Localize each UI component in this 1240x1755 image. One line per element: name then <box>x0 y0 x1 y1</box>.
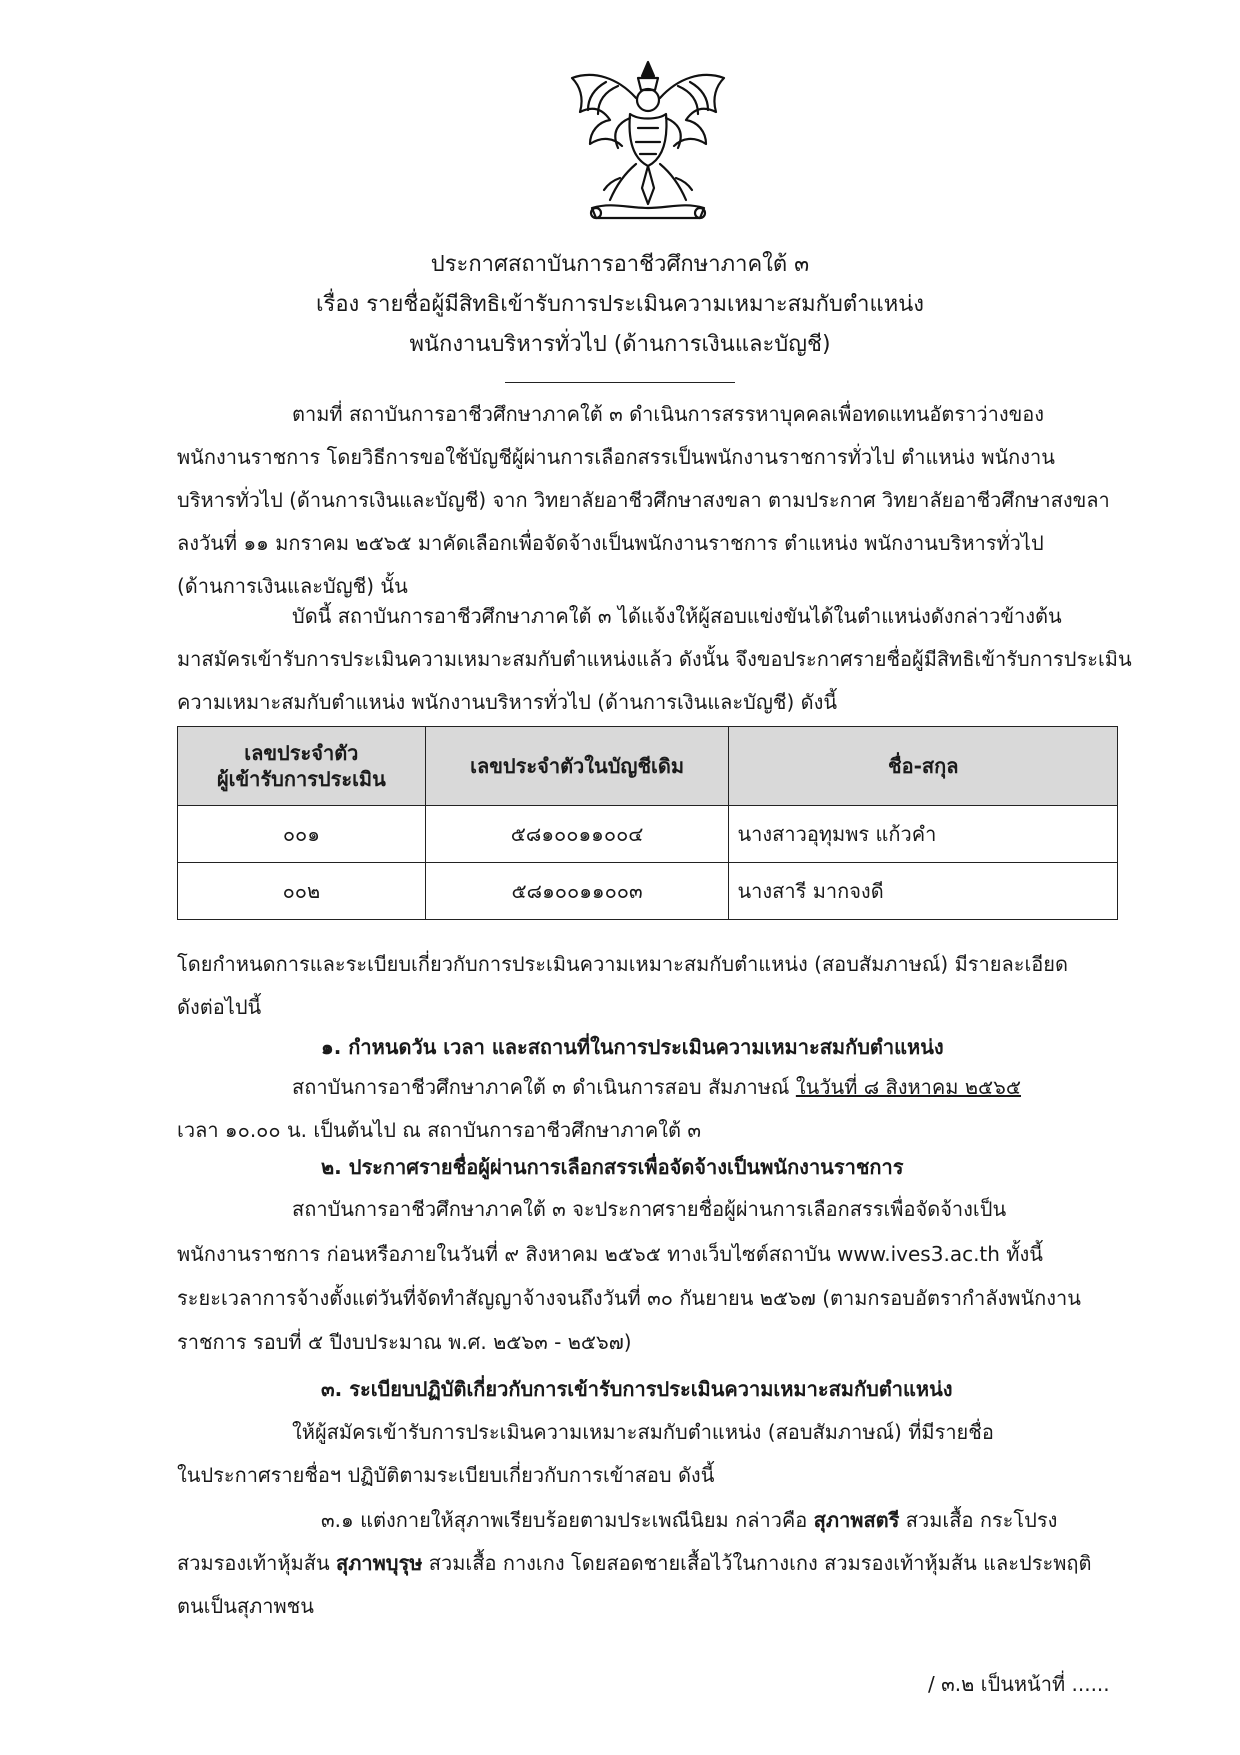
item-3-1-line: ตนเป็นสุภาพชน <box>177 1594 314 1618</box>
section1-line: สถาบันการอาชีวศึกษาภาคใต้ ๓ ดำเนินการสอบ สัมภาษณ์ ในวันที่ ๘ สิงหาคม ๒๕๖๕ <box>292 1075 1021 1099</box>
section1-heading: ๑. กำหนดวัน เวลา และสถานที่ในการประเมินความเหมาะสมกับตำแหน่ง <box>321 1035 944 1059</box>
table-row <box>178 863 1118 920</box>
section2-line: สถาบันการอาชีวศึกษาภาคใต้ ๓ จะประกาศรายชื่อผู้ผ่านการเลือกสรรเพื่อจัดจ้างเป็น <box>292 1197 1007 1221</box>
para1-line: ตามที่ สถาบันการอาชีวศึกษาภาคใต้ ๓ ดำเนินการสรรหาบุคคลเพื่อทดแทนอัตราว่างของ <box>292 402 1045 426</box>
header-original-id: เลขประจำตัวในบัญชีเดิม <box>425 727 729 806</box>
table-row <box>178 806 1118 863</box>
continuation-note: / ๓.๒ เป็นหน้าที่ ...... <box>928 1672 1110 1696</box>
cell-original-id: ๕๘๑๐๐๑๑๐๐๔ <box>425 806 729 863</box>
para1-line: บริหารทั่วไป (ด้านการเงินและบัญชี) จาก วิทยาลัยอาชีวศึกษาสงขลา ตามประกาศ วิทยาลัยอาชีวศึกษาสงขลา <box>177 488 1110 512</box>
cell-full-name: นางสารี มากจงดี <box>729 863 1118 920</box>
para2-line: บัดนี้ สถาบันการอาชีวศึกษาภาคใต้ ๓ ได้แจ้งให้ผู้สอบแข่งขันได้ในตำแหน่งดังกล่าวข้างต้น <box>292 604 1062 628</box>
section3-heading: ๓. ระเบียบปฏิบัติเกี่ยวกับการเข้ารับการประเมินความเหมาะสมกับตำแหน่ง <box>321 1377 953 1401</box>
item-3-1-line: ๓.๑ แต่งกายให้สุภาพเรียบร้อยตามประเพณีนิยม กล่าวคือ สุภาพสตรี สวมเสื้อ กระโปรง <box>321 1508 1058 1532</box>
para1-line: ลงวันที่ ๑๑ มกราคม ๒๕๖๕ มาคัดเลือกเพื่อจัดจ้างเป็นพนักงานราชการ ตำแหน่ง พนักงานบริหารทั่วไป <box>177 531 1044 555</box>
section2-line: ราชการ รอบที่ ๕ ปีงบประมาณ พ.ศ. ๒๕๖๓ - ๒๕๖๗) <box>177 1330 632 1354</box>
cell-applicant-id: ๐๐๑ <box>178 806 426 863</box>
section3-line: ให้ผู้สมัครเข้ารับการประเมินความเหมาะสมกับตำแหน่ง (สอบสัมภาษณ์) ที่มีรายชื่อ <box>292 1420 994 1444</box>
cell-applicant-id: ๐๐๒ <box>178 863 426 920</box>
section1-line: เวลา ๑๐.๐๐ น. เป็นต้นไป ณ สถาบันการอาชีวศึกษาภาคใต้ ๓ <box>177 1118 702 1142</box>
announcement-subject: เรื่อง รายชื่อผู้มีสิทธิเข้ารับการประเมินความเหมาะสมกับตำแหน่ง <box>315 292 925 317</box>
section2-line: ระยะเวลาการจ้างตั้งแต่วันที่จัดทำสัญญาจ้างจนถึงวันที่ ๓๐ กันยายน ๒๕๖๗ (ตามกรอบอัตรากำลังพนักงาน <box>177 1286 1081 1310</box>
section2-line: พนักงานราชการ ก่อนหรือภายในวันที่ ๙ สิงหาคม ๒๕๖๕ ทางเว็บไซต์สถาบัน www.ives3.ac.th ทั้งนี้ <box>177 1242 1043 1266</box>
cell-full-name: นางสาวอุทุมพร แก้วคำ <box>729 806 1118 863</box>
announcement-title: ประกาศสถาบันการอาชีวศึกษาภาคใต้ ๓ <box>430 252 810 277</box>
para1-line: พนักงานราชการ โดยวิธีการขอใช้บัญชีผู้ผ่านการเลือกสรรเป็นพนักงานราชการทั่วไป ตำแหน่ง พนักงาน <box>177 445 1055 469</box>
para2-line: ความเหมาะสมกับตำแหน่ง พนักงานบริหารทั่วไป (ด้านการเงินและบัญชี) ดังนี้ <box>177 690 838 714</box>
para3-line: โดยกำหนดการและระเบียบเกี่ยวกับการประเมินความเหมาะสมกับตำแหน่ง (สอบสัมภาษณ์) มีรายละเอียด <box>177 952 1069 976</box>
para2-line: มาสมัครเข้ารับการประเมินความเหมาะสมกับตำแหน่งแล้ว ดังนั้น จึงขอประกาศรายชื่อผู้มีสิทธิเข้ารับการประเมิน <box>177 647 1132 671</box>
item-3-1-line: สวมรองเท้าหุ้มส้น สุภาพบุรุษ สวมเสื้อ กางเกง โดยสอดชายเสื้อไว้ในกางเกง สวมรองเท้าหุ้มส้น และประพฤติ <box>177 1551 1092 1575</box>
announcement-position: พนักงานบริหารทั่วไป (ด้านการเงินและบัญชี) <box>409 332 831 357</box>
header-full-name: ชื่อ-สกุล <box>729 727 1118 806</box>
section2-heading: ๒. ประกาศรายชื่อผู้ผ่านการเลือกสรรเพื่อจัดจ้างเป็นพนักงานราชการ <box>321 1155 904 1179</box>
para3-line: ดังต่อไปนี้ <box>177 995 262 1019</box>
candidate-table <box>177 726 1118 920</box>
title-divider <box>505 382 735 383</box>
header-applicant-id: เลขประจำตัว ผู้เข้ารับการประเมิน <box>178 727 426 806</box>
para1-line: (ด้านการเงินและบัญชี) นั้น <box>177 574 408 598</box>
garuda-emblem-icon <box>558 58 738 228</box>
cell-original-id: ๕๘๑๐๐๑๑๐๐๓ <box>425 863 729 920</box>
section3-line: ในประกาศรายชื่อฯ ปฏิบัติตามระเบียบเกี่ยวกับการเข้าสอบ ดังนี้ <box>177 1463 715 1487</box>
table-header-row <box>178 727 1118 806</box>
interview-date: ในวันที่ ๘ สิงหาคม ๒๕๖๕ <box>795 1075 1021 1099</box>
